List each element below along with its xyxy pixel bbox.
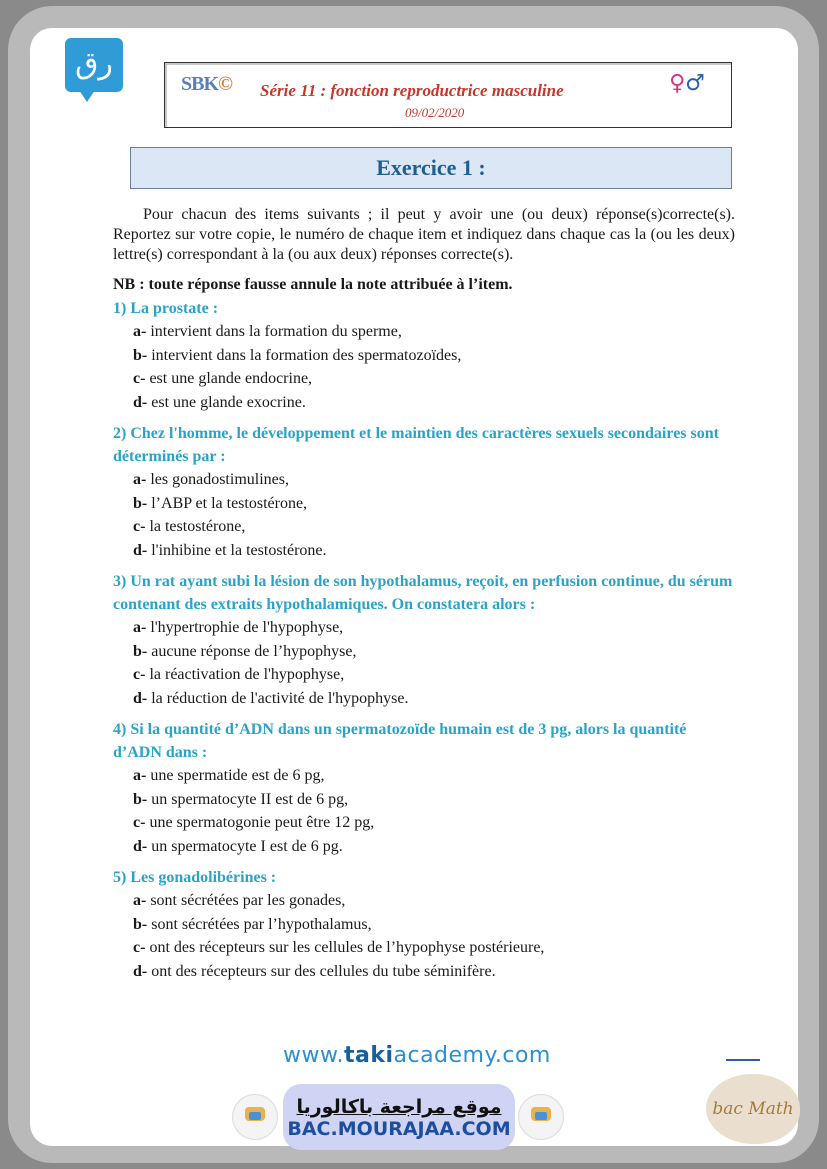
exercise-title: Exercice 1 : bbox=[376, 155, 486, 180]
option-letter: a- bbox=[133, 323, 147, 340]
question-title: 4) Si la quantité d’ADN dans un spermatozoïde humain est de 3 pg, alors la quantité d’ADN dans : bbox=[113, 721, 687, 761]
option-letter: b- bbox=[133, 346, 148, 364]
question-title: 3) Un rat ayant subi la lésion de son hypothalamus, reçoit, en perfusion continue, du sérum contenant des extraits hypothalamiques. On constatera alors : bbox=[113, 573, 733, 613]
option-text: l'hypertrophie de l'hypophyse, bbox=[146, 619, 344, 636]
exercise-banner bbox=[130, 147, 732, 189]
banner-arabic: موقع مراجعة باكالوريا bbox=[296, 1096, 502, 1118]
option-letter: d- bbox=[133, 541, 148, 559]
spacer bbox=[113, 414, 735, 422]
option-letter: b- bbox=[133, 642, 148, 660]
answer-option bbox=[133, 391, 735, 415]
answer-option bbox=[133, 663, 735, 687]
spacer bbox=[113, 562, 735, 570]
answer-option bbox=[133, 640, 735, 664]
answer-option bbox=[133, 367, 735, 391]
option-text: ont des récepteurs sur des cellules du tube séminifère. bbox=[147, 962, 496, 980]
option-letter: c- bbox=[133, 666, 146, 683]
option-text: sont sécrétées par l’hypothalamus, bbox=[147, 915, 372, 933]
option-text: un spermatocyte II est de 6 pg, bbox=[147, 790, 349, 808]
option-letter: c- bbox=[133, 370, 146, 387]
option-letter: a- bbox=[133, 619, 147, 636]
series-title: Série 11 : fonction reproductrice masculine bbox=[260, 81, 564, 100]
option-text: ont des récepteurs sur les cellules de l’hypophyse postérieure, bbox=[145, 939, 545, 956]
option-text: l’ABP et la testostérone, bbox=[147, 494, 308, 512]
sbk-main: SBK bbox=[181, 73, 219, 95]
option-letter: c- bbox=[133, 518, 146, 535]
option-letter: a- bbox=[133, 767, 147, 784]
instructions: Pour chacun des items suivants ; il peut y avoir une (ou deux) réponse(s)correcte(s). Reportez sur votre copie, le numéro de chaque item et indiquez dans chaque cas la (ou les deux) lettre(s) correspondant à la (ou aux deux) réponses correcte(s). bbox=[113, 206, 735, 263]
option-text: les gonadostimulines, bbox=[146, 471, 289, 488]
answer-option bbox=[133, 468, 735, 492]
answer-option bbox=[133, 788, 735, 812]
option-letter: b- bbox=[133, 790, 148, 808]
answer-option bbox=[133, 515, 735, 539]
option-text: intervient dans la formation des spermatozoïdes, bbox=[147, 346, 462, 364]
answer-option bbox=[133, 764, 735, 788]
bacmath-logo bbox=[706, 1074, 800, 1144]
option-letter: d- bbox=[133, 689, 148, 707]
answer-option bbox=[133, 835, 735, 859]
male-symbol-icon: ♂ bbox=[685, 71, 705, 96]
exercise-content bbox=[113, 205, 735, 983]
answer-option bbox=[133, 889, 735, 913]
question-title: 1) La prostate : bbox=[113, 300, 219, 317]
spacer bbox=[113, 710, 735, 718]
option-letter: c- bbox=[133, 814, 146, 831]
footer-line bbox=[726, 1059, 760, 1061]
option-letter: d- bbox=[133, 393, 148, 411]
option-text: est une glande exocrine. bbox=[147, 393, 306, 411]
option-letter: a- bbox=[133, 471, 147, 488]
series-date: 09/02/2020 bbox=[405, 105, 465, 120]
answer-option bbox=[133, 616, 735, 640]
answer-option bbox=[133, 960, 735, 984]
gender-symbols-icon bbox=[669, 71, 705, 96]
banner-url: BAC.MOURAJAA.COM bbox=[287, 1118, 511, 1140]
answer-option bbox=[133, 320, 735, 344]
option-letter: d- bbox=[133, 837, 148, 855]
option-text: l'inhibine et la testostérone. bbox=[147, 541, 327, 559]
option-text: intervient dans la formation du sperme, bbox=[146, 323, 402, 340]
option-text: la testostérone, bbox=[145, 518, 246, 535]
option-letter: b- bbox=[133, 915, 148, 933]
option-text: un spermatocyte I est de 6 pg. bbox=[147, 837, 343, 855]
option-text: une spermatide est de 6 pg, bbox=[146, 767, 325, 784]
option-text: la réduction de l'activité de l'hypophyse. bbox=[147, 689, 409, 707]
option-letter: a- bbox=[133, 892, 147, 909]
option-letter: c- bbox=[133, 939, 146, 956]
answer-option bbox=[133, 344, 735, 368]
option-text: sont sécrétées par les gonades, bbox=[146, 892, 346, 909]
sbk-accent: © bbox=[218, 73, 232, 95]
logo-glyph: رق bbox=[75, 46, 113, 81]
document-header bbox=[164, 62, 732, 128]
taki-logo bbox=[65, 38, 123, 92]
option-text: une spermatogonie peut être 12 pg, bbox=[145, 814, 375, 831]
answer-option bbox=[133, 913, 735, 937]
site-suffix: academy.com bbox=[393, 1043, 551, 1068]
answer-option bbox=[133, 539, 735, 563]
answer-option bbox=[133, 811, 735, 835]
question-title: 2) Chez l'homme, le développement et le maintien des caractères sexuels secondaires sont déterminés par : bbox=[113, 425, 719, 465]
answer-option bbox=[133, 492, 735, 516]
female-symbol-icon: ♀ bbox=[669, 71, 686, 96]
site-brand: taki bbox=[343, 1043, 394, 1068]
site-prefix: www. bbox=[283, 1043, 344, 1068]
spacer bbox=[113, 858, 735, 866]
answer-option bbox=[133, 687, 735, 711]
sbk-logo bbox=[181, 73, 232, 96]
question-title: 5) Les gonadolibérines : bbox=[113, 869, 277, 886]
option-text: est une glande endocrine, bbox=[145, 370, 313, 387]
book-icon-right bbox=[518, 1094, 564, 1140]
question-list bbox=[113, 297, 735, 983]
option-text: la réactivation de l'hypophyse, bbox=[145, 666, 345, 683]
option-letter: b- bbox=[133, 494, 148, 512]
footer-banner bbox=[283, 1084, 515, 1150]
answer-option bbox=[133, 936, 735, 960]
footer-website bbox=[283, 1043, 551, 1068]
book-icon bbox=[232, 1094, 278, 1140]
nb-note: NB : toute réponse fausse annule la note attribuée à l’item. bbox=[113, 276, 513, 293]
option-letter: d- bbox=[133, 962, 148, 980]
bacmath-text: bac Math bbox=[712, 1099, 794, 1119]
option-text: aucune réponse de l’hypophyse, bbox=[147, 642, 357, 660]
